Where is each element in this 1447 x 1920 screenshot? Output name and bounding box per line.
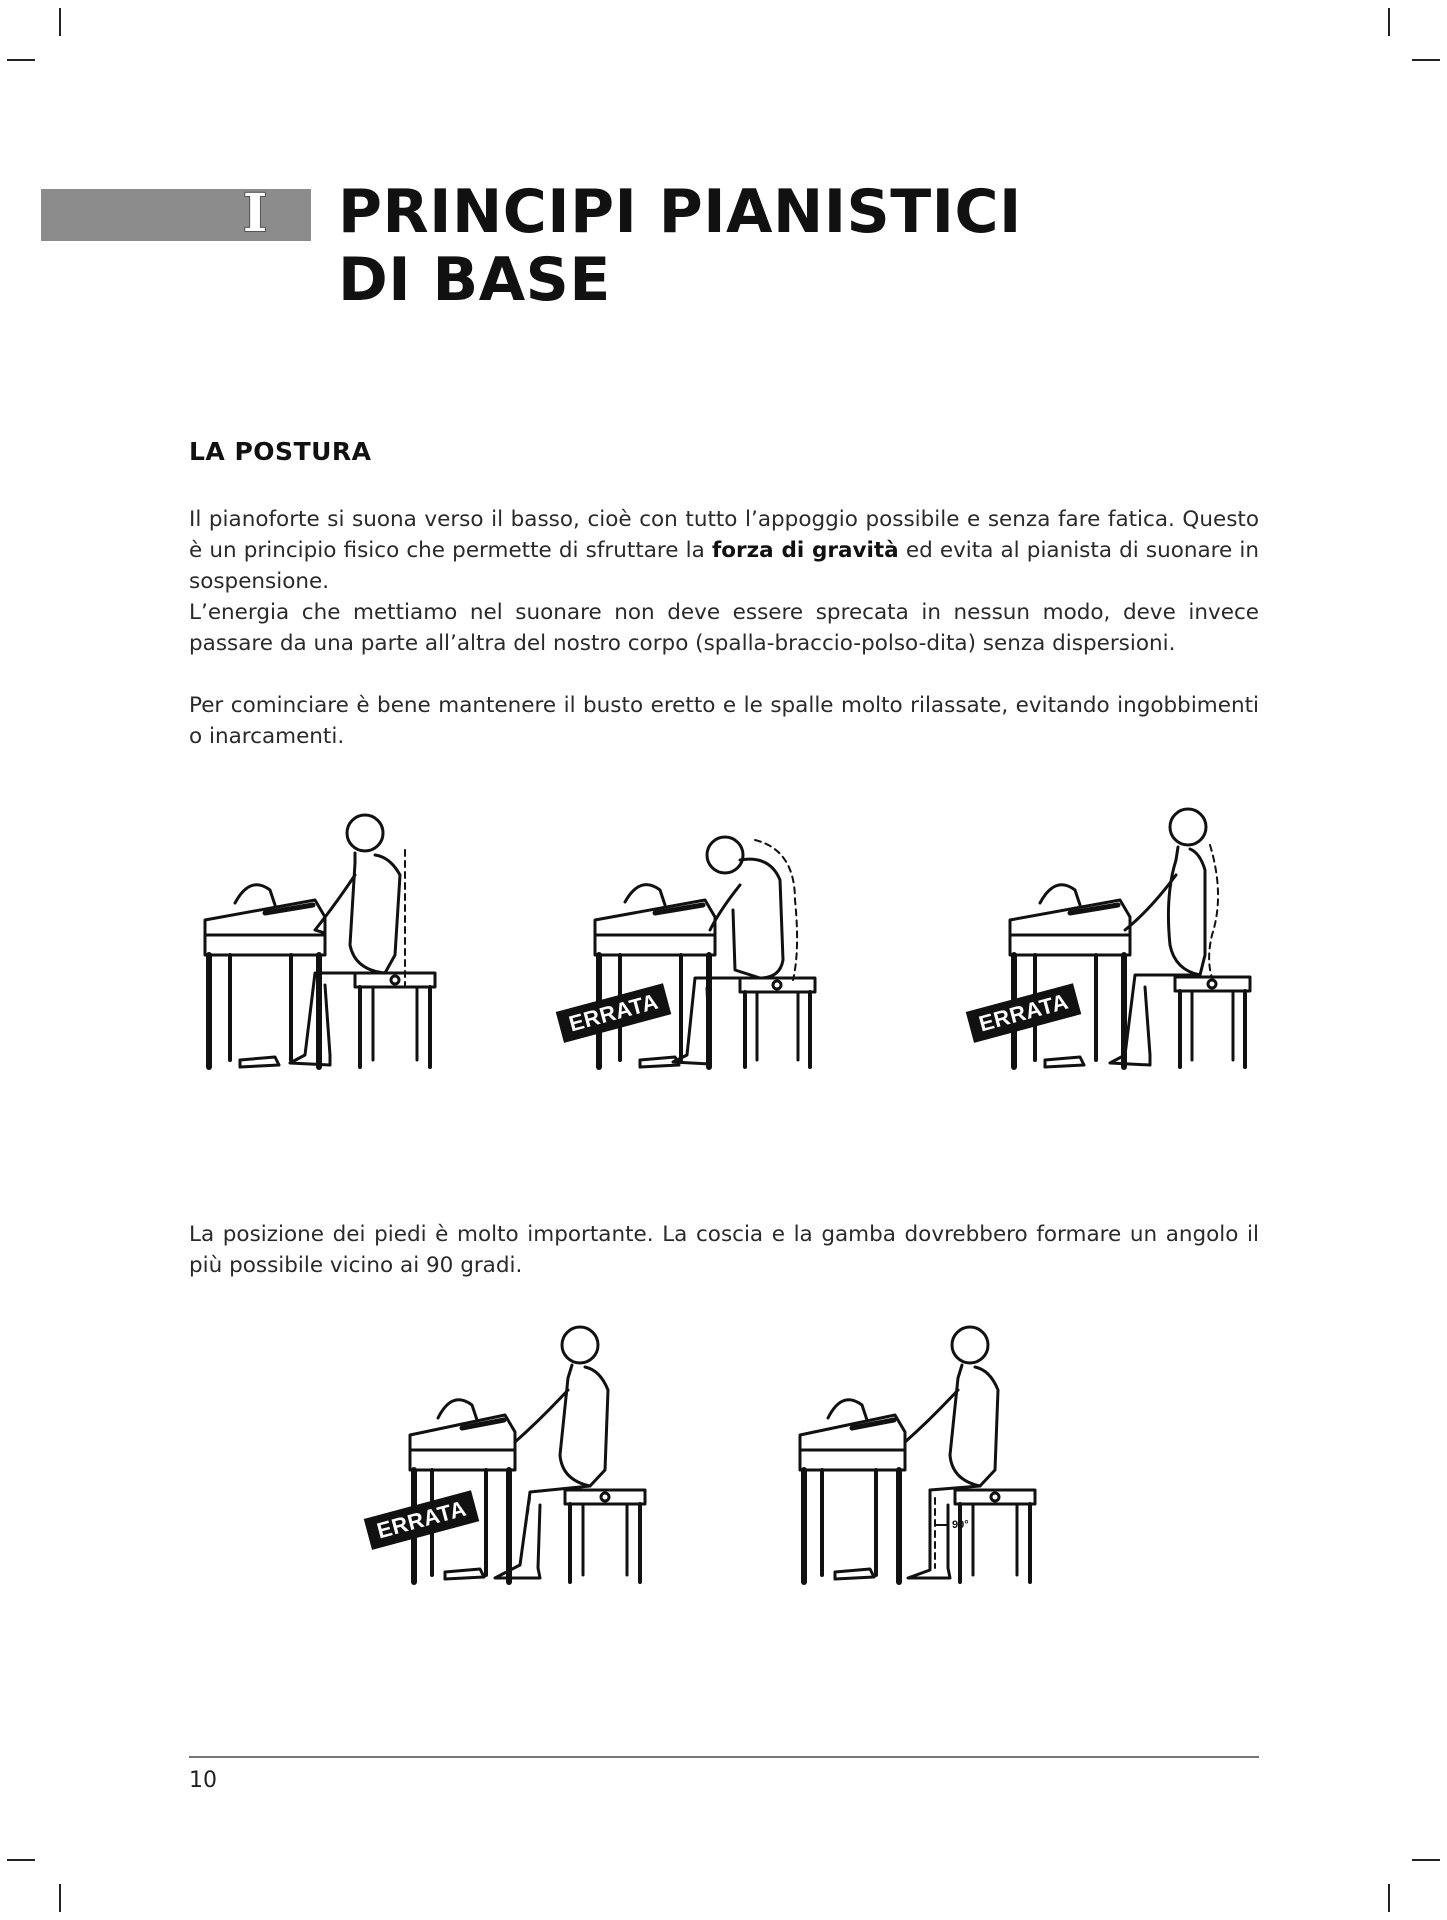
crop-mark	[7, 1859, 35, 1861]
figure-arched-posture	[1000, 805, 1260, 1080]
crop-mark	[1388, 8, 1390, 36]
paragraph-gravity-text-2: ed evita al pianista di suonare in sospensione.	[189, 538, 1259, 594]
footer-rule	[189, 1756, 1259, 1758]
paragraph-gravity	[189, 504, 1259, 597]
page-number: 10	[189, 1768, 217, 1793]
crop-mark	[59, 1884, 61, 1912]
figure-correct-posture	[195, 805, 455, 1080]
chapter-numeral: I	[242, 183, 268, 244]
figure-legs-too-extended	[400, 1320, 660, 1595]
crop-mark	[7, 59, 35, 61]
paragraph-gravity-text-1: Il pianoforte si suona verso il basso, cioè con tutto l’appoggio possibile e senza fare fatica. Questo è un principio fisico che permette di sfruttare la	[189, 507, 1259, 563]
angle-label: 90°	[952, 1519, 969, 1531]
crop-mark	[59, 8, 61, 36]
crop-mark	[1412, 1859, 1440, 1861]
page-title	[338, 178, 1022, 314]
errata-stamp: ERRATA	[364, 1490, 480, 1550]
paragraph-energy: L’energia che mettiamo nel suonare non deve essere sprecata in nessun modo, deve invece passare da una parte all’altra del nostro corpo (spalla-braccio-polso-dita) senza dispersioni.	[189, 600, 1259, 656]
section-heading: LA POSTURA	[189, 437, 372, 466]
errata-stamp: ERRATA	[556, 983, 672, 1043]
errata-stamp: ERRATA	[966, 983, 1082, 1043]
crop-mark	[1388, 1884, 1390, 1912]
crop-mark	[1412, 59, 1440, 61]
figure-hunched-posture	[555, 810, 825, 1080]
paragraph-posture: Per cominciare è bene mantenere il busto eretto e le spalle molto rilassate, evitando ingobbimenti o inarcamenti.	[189, 693, 1259, 749]
title-line-2: DI BASE	[338, 245, 611, 315]
paragraph-feet: La posizione dei piedi è molto importante. La coscia e la gamba dovrebbero formare un angolo il più possibile vicino ai 90 gradi.	[189, 1222, 1259, 1278]
bold-phrase: forza di gravità	[711, 538, 899, 563]
figure-legs-ninety-degrees	[790, 1320, 1050, 1595]
title-line-1: PRINCIPI PIANISTICI	[338, 177, 1022, 247]
